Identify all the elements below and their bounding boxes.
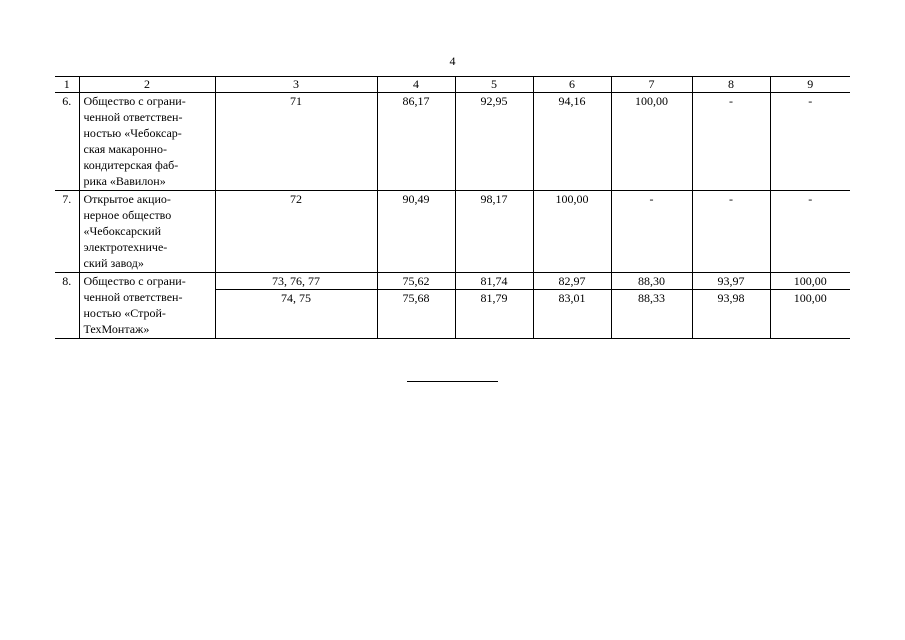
cell-col-7: 100,00 xyxy=(611,93,692,191)
cell-col-4: 86,17 xyxy=(377,93,455,191)
cell-col-9: 100,00 xyxy=(770,273,850,290)
cell-col-6: 82,97 xyxy=(533,273,611,290)
cell-col-6: 100,00 xyxy=(533,191,611,273)
org-line: «Чебоксарский xyxy=(83,224,162,238)
org-line: Общество с ограни- xyxy=(83,274,186,288)
table-row xyxy=(55,273,850,290)
cell-col-3: 71 xyxy=(215,93,377,191)
header-col-5: 5 xyxy=(455,77,533,93)
cell-col-3: 72 xyxy=(215,191,377,273)
organization-name xyxy=(79,273,215,339)
page-number: 4 xyxy=(449,54,456,68)
org-line: ТехМонтаж» xyxy=(83,322,150,336)
header-col-7: 7 xyxy=(611,77,692,93)
header-col-8: 8 xyxy=(692,77,770,93)
cell-col-9: - xyxy=(770,191,850,273)
cell-col-7: - xyxy=(611,191,692,273)
cell-col-8: 93,97 xyxy=(692,273,770,290)
cell-col-5: 98,17 xyxy=(455,191,533,273)
header-row xyxy=(55,77,850,93)
cell-col-7: 88,30 xyxy=(611,273,692,290)
organization-name xyxy=(79,191,215,273)
cell-col-9: - xyxy=(770,93,850,191)
cell-col-6: 83,01 xyxy=(533,290,611,339)
end-of-document-rule xyxy=(407,381,498,382)
org-line: Открытое акцио- xyxy=(83,192,171,206)
header-col-3: 3 xyxy=(215,77,377,93)
org-line: ский завод» xyxy=(83,256,144,270)
cell-col-5: 92,95 xyxy=(455,93,533,191)
org-line: ская макаронно- xyxy=(83,142,167,156)
cell-col-5: 81,74 xyxy=(455,273,533,290)
cell-col-4: 90,49 xyxy=(377,191,455,273)
cell-col-4: 75,62 xyxy=(377,273,455,290)
header-col-1: 1 xyxy=(55,77,79,93)
org-line: рика «Вавилон» xyxy=(83,174,166,188)
cell-col-7: 88,33 xyxy=(611,290,692,339)
tariff-table xyxy=(55,76,850,339)
org-line: электротехниче- xyxy=(83,240,168,254)
cell-col-6: 94,16 xyxy=(533,93,611,191)
cell-col-8: - xyxy=(692,191,770,273)
cell-col-4: 75,68 xyxy=(377,290,455,339)
org-line: ностью «Чебоксар- xyxy=(83,126,182,140)
cell-col-3: 74, 75 xyxy=(215,290,377,339)
row-number: 6. xyxy=(55,93,79,191)
cell-col-8: - xyxy=(692,93,770,191)
header-col-4: 4 xyxy=(377,77,455,93)
cell-col-3: 73, 76, 77 xyxy=(215,273,377,290)
org-line: нерное общество xyxy=(83,208,172,222)
header-col-9: 9 xyxy=(770,77,850,93)
row-number: 8. xyxy=(55,273,79,339)
header-col-6: 6 xyxy=(533,77,611,93)
table-row xyxy=(55,93,850,191)
org-line: Общество с ограни- xyxy=(83,94,186,108)
org-line: ностью «Строй- xyxy=(83,306,166,320)
cell-col-5: 81,79 xyxy=(455,290,533,339)
organization-name xyxy=(79,93,215,191)
table-row xyxy=(55,191,850,273)
cell-col-8: 93,98 xyxy=(692,290,770,339)
org-line: ченной ответствен- xyxy=(83,110,183,124)
org-line: ченной ответствен- xyxy=(83,290,183,304)
header-col-2: 2 xyxy=(79,77,215,93)
org-line: кондитерская фаб- xyxy=(83,158,179,172)
row-number: 7. xyxy=(55,191,79,273)
cell-col-9: 100,00 xyxy=(770,290,850,339)
